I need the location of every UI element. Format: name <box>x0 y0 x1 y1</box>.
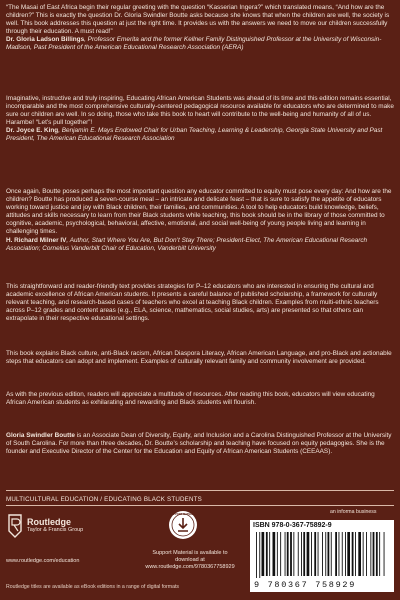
barcode-bar <box>384 532 385 576</box>
barcode-bar <box>259 532 260 578</box>
publisher-name: Routledge <box>27 517 71 527</box>
barcode-bar <box>303 532 305 576</box>
publisher-group: Taylor & Francis Group <box>27 527 84 533</box>
isbn-text: ISBN 978-0-367-75892-9 <box>253 522 332 529</box>
barcode-bar <box>266 532 268 576</box>
publisher-text <box>27 513 83 534</box>
footer-note: Routledge titles are available as eBook editions in a range of digital formats <box>6 584 180 590</box>
description-paragraph: As with the previous edition, readers will appreciate a multitude of resources. After reading this book, educators will view educating African American students as exhilarating and rewarding and Black students will flourish. <box>6 391 375 407</box>
blurb-author: Dr. Joyce E. King <box>6 127 59 135</box>
barcode-bar <box>277 532 278 576</box>
barcode-bar <box>345 532 346 576</box>
support-material-text <box>140 550 240 571</box>
barcode-bar <box>379 532 380 576</box>
author-bio <box>6 432 394 456</box>
publisher-url[interactable]: www.routledge.com/education <box>6 558 80 564</box>
barcode-bar <box>352 532 354 576</box>
barcode-bar <box>370 532 371 576</box>
barcode-bar <box>331 532 332 576</box>
blurb-quote: Once again, Boutte poses perhaps the most important question any educator committed to equity must pose every day: And how are the children? Boutte has produced a seven-course meal – an intricate and delicate feast – that is sure to satisfy the appetite of educators working toward justice and joy with Black children, their families, and communities. A tool to help educators build knowledge, beliefs, attitudes and skills necessary to learn from their Black students while teaching, this book should be in the library of those committed to cognitive, academic, psychological, behavioral, affective, emotional, and social well-being of young people living and learning in challenging times. <box>6 188 392 236</box>
author-name: Gloria Swindler Boutte <box>6 432 75 439</box>
support-line-1: Support Material is available to download at <box>152 550 228 563</box>
barcode-bar <box>376 532 378 576</box>
barcode-bar <box>373 532 375 576</box>
blurb-2 <box>6 95 394 144</box>
blurb-1 <box>6 4 394 53</box>
divider <box>6 505 394 506</box>
barcode-bar <box>366 532 367 576</box>
barcode-bar <box>335 532 337 576</box>
support-url[interactable]: www.routledge.com/9780367758929 <box>145 564 235 570</box>
support-material-icon <box>168 510 198 540</box>
barcode-bar <box>328 532 330 576</box>
blurb-3 <box>6 188 394 253</box>
imprint-label: an informa business <box>330 509 377 515</box>
author-bio-text: is an Associate Dean of Diversity, Equity, and Inclusion and a Carolina Distinguished Professor at the University of South Carolina. For more than three decades, Dr. Boutte’s scholarship and teaching have focused on equity pedagogies. She is the founder and Executive Director of the Center for the Education and Equity of African American Students (CEEAAS). <box>6 432 392 456</box>
barcode-bar <box>262 532 265 576</box>
barcode-bar <box>290 532 292 576</box>
barcode-bar <box>339 532 340 576</box>
barcode-bar <box>269 532 270 576</box>
barcode <box>250 520 394 592</box>
routledge-logo-icon <box>6 513 24 539</box>
blurb-quote: “The Masai of East Africa begin their regular greeting with the question “Kasserian Ingera?” which translated means, “And how are the children?” This is exactly the question Dr. Gloria Swindler Boutte asks because she knows that when the children are well, the society is well. This book addresses this question at just the right time. It provides us with the answers we need to move our children successfully through their education. A must read!” <box>6 4 390 36</box>
series-label: MULTICULTURAL EDUCATION / EDUCATING BLACK STUDENTS <box>6 496 202 503</box>
barcode-bar <box>311 532 312 576</box>
barcode-bar <box>285 532 286 576</box>
barcode-bar <box>273 532 276 576</box>
blurb-author-role: , Benjamin E. Mays Endowed Chair for Urban Teaching, Learning & Leadership, Georgia State University and Past President, The American Educational Research Association <box>6 127 383 143</box>
support-badge-label: SUPPORT MATERIAL <box>169 513 197 517</box>
blurb-quote: Imaginative, instructive and truly inspiring, Educating African American Students was ahead of its time and this edition remains essential, incomparable and the most comprehensive culturally-centered pedagogical resource available for educators who are determined to make sure our children are well. In so doing, those who take this book to heart will contribute to the well-being and humanity of all of us. Harambe! “Let’s pull together”! <box>6 95 394 127</box>
barcode-bar <box>307 532 310 576</box>
barcode-bar <box>322 532 323 576</box>
blurb-author: H. Richard Milner IV <box>6 236 67 244</box>
barcode-bar <box>301 532 302 576</box>
barcode-bar <box>318 532 319 576</box>
divider <box>6 490 394 491</box>
barcode-bar <box>293 532 294 576</box>
barcode-bar <box>358 532 361 576</box>
barcode-bar <box>355 532 356 576</box>
publisher-block <box>6 513 136 539</box>
blurb-author-role: , Professor Emerita and the former Kellner Family Distinguished Professor at the University of Wisconsin-Madison, Past President of the American Educational Research Association (AERA) <box>6 36 382 52</box>
barcode-bar <box>363 532 364 576</box>
blurb-author: Dr. Gloria Ladson Billings <box>6 36 85 44</box>
barcode-bar <box>256 532 257 578</box>
barcode-bar <box>298 532 299 576</box>
barcode-bar <box>347 532 350 576</box>
barcode-digits: 9 780367 758929 <box>254 580 357 590</box>
description-paragraph: This straightforward and reader-friendly text provides strategies for P–12 educators who are interested in ensuring the cultural and academic excellence of African American students. It presents a careful balance of published scholarship, a framework for culturally relevant teaching, and research-based cases of teachers who excel at teaching Black children. Examples from multi-ethnic teachers across P–12 grades and content areas (e.g., ELA, science, mathematics, social studies, arts) are presented so that others can extrapolate in their respective educational settings. <box>6 283 379 323</box>
barcode-bar <box>314 532 316 576</box>
barcode-bar <box>287 532 289 576</box>
barcode-bar <box>325 532 326 576</box>
blurb-author-role: , Author, Start Where You Are, But Don’t Stay There; President-Elect, The American Educational Research Association; Cornelius Vanderbilt Chair of Education, Vanderbilt University <box>6 236 368 252</box>
description-paragraph: This book explains Black culture, anti-Black racism, African Diaspora Literacy, African American Language, and pro-Black and actionable steps that educators can adopt and implement. Examples of culturally relevant family and community involvement are provided. <box>6 350 392 366</box>
barcode-bar <box>342 532 343 576</box>
barcode-bar <box>280 532 281 576</box>
barcode-bars <box>254 532 390 578</box>
